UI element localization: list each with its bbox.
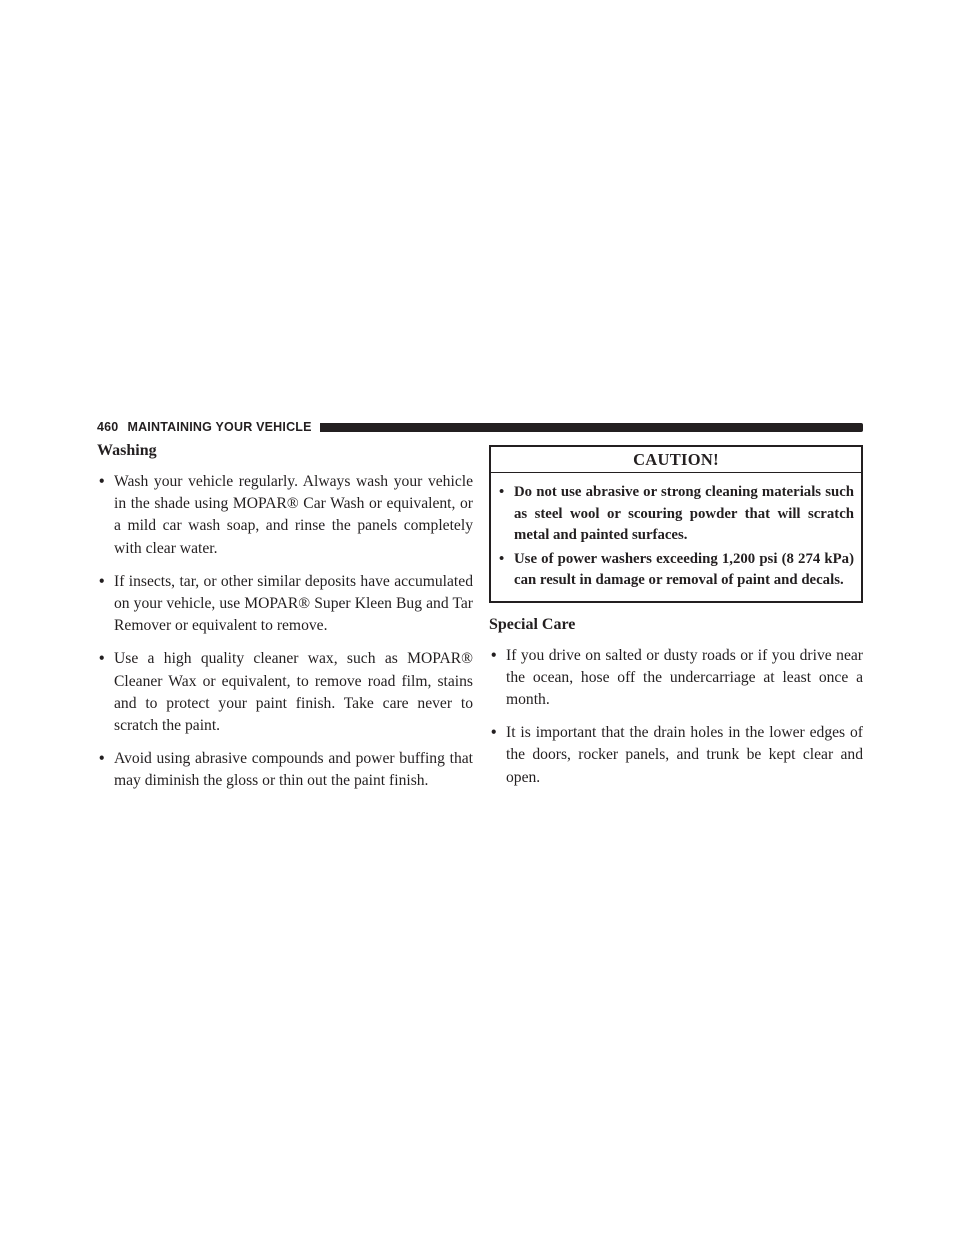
page-number: 460 [97,420,119,434]
washing-list [97,471,473,793]
special-care-list [489,645,863,789]
special-care-item-text: It is important that the drain holes in the lower edges of the doors, rocker panels, and trunk be kept clear and open. [506,724,863,786]
caution-title: CAUTION! [491,447,861,473]
bullet-icon: • [99,750,105,768]
washing-item-text: Use a high quality cleaner wax, such as MOPAR® Cleaner Wax or equivalent, to remove road film, stains and to protect your paint finish. Take care never to scratch the paint. [114,650,473,735]
washing-item [97,648,473,737]
left-column [97,440,473,804]
header-rule [320,423,863,432]
bullet-icon: • [499,550,505,567]
caution-item-text: Do not use abrasive or strong cleaning materials such as steel wool or scouring powder that will scratch metal and painted surfaces. [514,484,854,543]
bullet-icon: • [99,572,105,590]
washing-item-text: Avoid using abrasive compounds and power buffing that may diminish the gloss or thin out the paint finish. [114,750,473,790]
caution-list [499,482,854,592]
bullet-icon: • [491,646,497,664]
special-care-item [489,722,863,789]
washing-item [97,471,473,560]
washing-item-text: Wash your vehicle regularly. Always wash your vehicle in the shade using MOPAR® Car Wash or equivalent, or a mild car wash soap, and rinse the panels completely with clear water. [114,473,473,557]
special-care-item-text: If you drive on salted or dusty roads or if you drive near the ocean, hose off the undercarriage at least once a month. [506,646,863,708]
page-header [97,419,863,435]
washing-heading: Washing [97,442,157,459]
caution-body [491,473,861,601]
special-care-heading: Special Care [489,615,576,633]
right-column [489,445,863,800]
bullet-icon: • [491,724,497,742]
caution-item [499,549,854,592]
washing-item [97,748,473,792]
section-title: MAINTAINING YOUR VEHICLE [127,420,312,434]
caution-item [499,482,854,547]
bullet-icon: • [99,650,105,668]
caution-box [489,445,863,603]
caution-item-text: Use of power washers exceeding 1,200 psi (8 274 kPa) can result in damage or removal of paint and decals. [514,550,854,588]
bullet-icon: • [499,484,505,500]
washing-item-text: If insects, tar, or other similar deposits have accumulated on your vehicle, use MOPAR® Super Kleen Bug and Tar Remover or equivalent to remove. [114,572,473,635]
washing-item [97,571,473,638]
bullet-icon: • [99,473,105,490]
special-care-item [489,645,863,712]
